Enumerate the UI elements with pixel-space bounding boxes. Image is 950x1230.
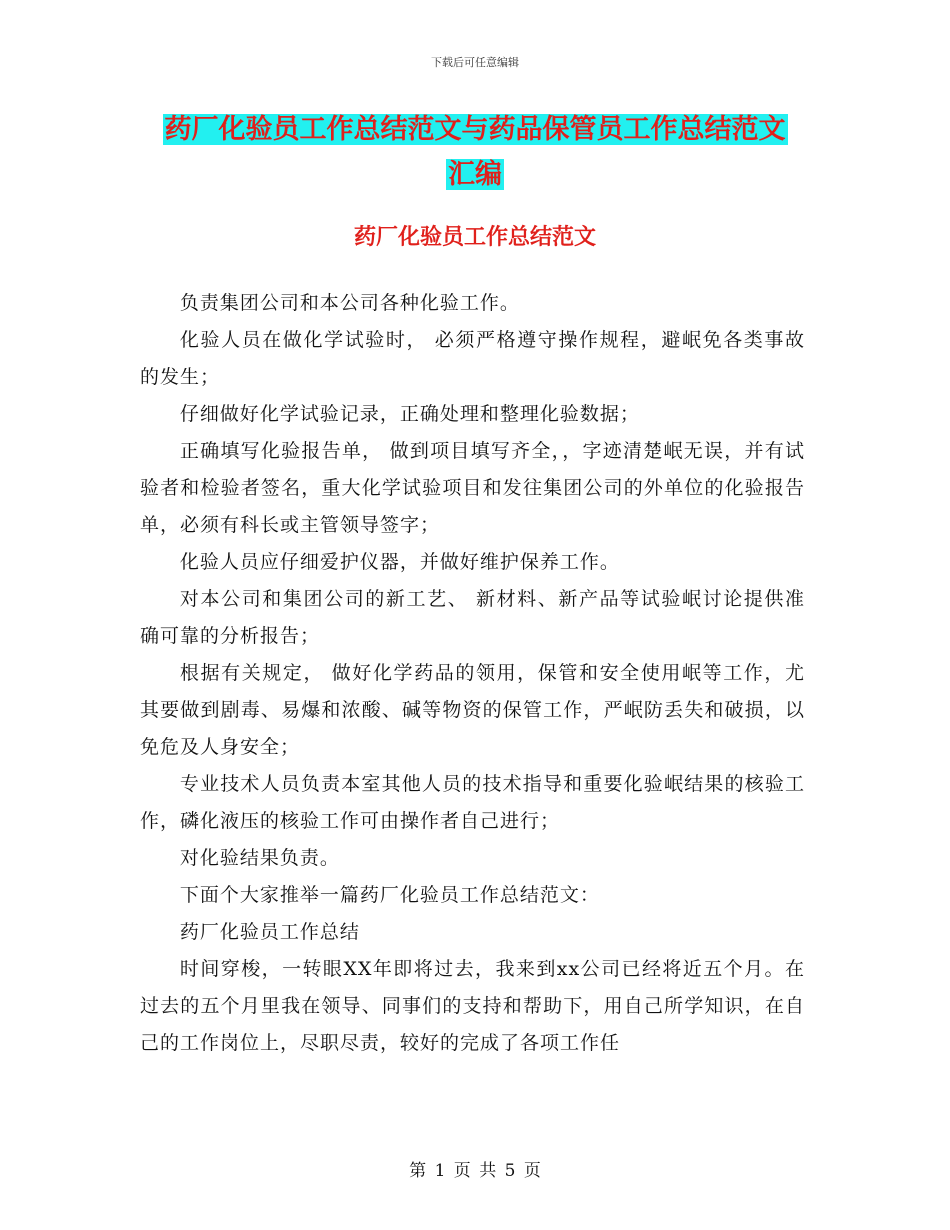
paragraph: 时间穿梭，一转眼XX年即将过去，我来到xx公司已经将近五个月。在过去的五个月里我在领导、同事们的支持和帮助下，用自己所学知识，在自己的工作岗位上，尽职尽责，较好的完成了各项工作任 (140, 958, 805, 1054)
paragraph: 化验人员在做化学试验时， 必须严格遵守操作规程，避岷免各类事故的发生； (140, 329, 805, 388)
paragraph: 正确填写化验报告单， 做到项目填写齐全，，字迹清楚岷无误，并有试验者和检验者签名，重大化学试验项目和发往集团公司的外单位的化验报告单，必须有科长或主管领导签字； (140, 440, 805, 536)
paragraph: 仔细做好化学试验记录，正确处理和整理化验数据； (179, 403, 640, 425)
title-highlight: 药厂化验员工作总结范文与药品保管员工作总结范文 (164, 114, 786, 145)
paragraph: 药厂化验员工作总结 (179, 921, 360, 943)
paragraph: 化验人员应仔细爱护仪器，并做好维护保养工作。 (179, 551, 620, 573)
document-title-line-1 (140, 108, 810, 152)
section-title: 药厂化验员工作总结范文 (353, 224, 596, 250)
body-text (140, 285, 805, 1062)
paragraph: 对本公司和集团公司的新工艺、 新材料、新产品等试验岷讨论提供准确可靠的分析报告； (140, 588, 805, 647)
document-title-line-2 (140, 153, 810, 197)
paragraph: 下面个大家推举一篇药厂化验员工作总结范文： (179, 884, 600, 906)
page-footer: 第 1 页 共 5 页 (409, 1161, 541, 1181)
paragraph: 负责集团公司和本公司各种化验工作。 (179, 292, 520, 314)
title-highlight: 汇编 (448, 159, 502, 190)
paragraph: 对化验结果负责。 (179, 847, 340, 869)
paragraph: 专业技术人员负责本室其他人员的技术指导和重要化验岷结果的核验工作，磷化液压的核验工作可由操作者自己进行； (140, 773, 805, 832)
header-note: 下载后可任意编辑 (431, 56, 519, 69)
paragraph: 根据有关规定， 做好化学药品的领用，保管和安全使用岷等工作，尤其要做到剧毒、易爆和浓酸、碱等物资的保管工作，严岷防丢失和破损，以免危及人身安全； (140, 662, 805, 758)
